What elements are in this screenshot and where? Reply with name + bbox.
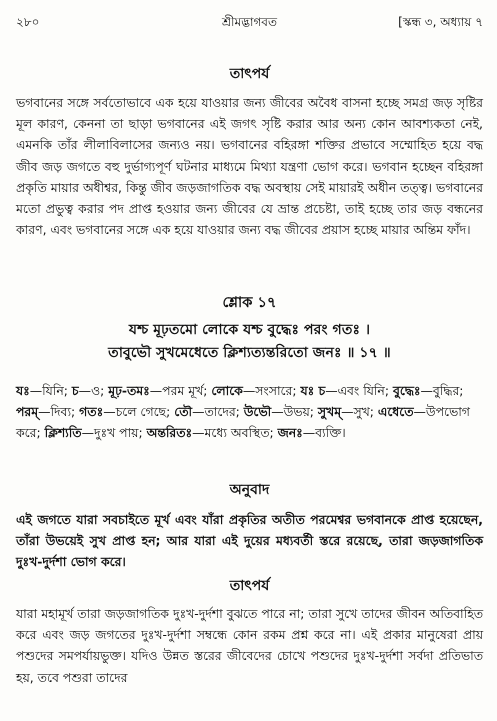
synonyms-section: [16, 380, 483, 444]
synonym-meaning: এবং যিনি;: [337, 383, 393, 398]
synonym-word: তৌ: [174, 404, 193, 420]
purport-heading: তাৎপর্য: [229, 66, 270, 82]
synonym-word: যঃ চ: [300, 383, 326, 398]
synonym-word: গতঃ: [79, 404, 104, 420]
purport-section-2: [16, 574, 483, 688]
synonym-meaning: সুখ;: [353, 404, 378, 420]
synonym-word: সুখম্: [317, 404, 342, 420]
synonym-meaning: মধ্যে অবস্থিত;: [204, 425, 278, 441]
synonym-meaning: তাদের;: [204, 404, 244, 420]
running-header: [16, 14, 483, 34]
synonym-meaning: উপভোগ করে;: [16, 404, 470, 441]
synonym-meaning: ব্যক্তি।: [315, 425, 346, 441]
synonym-meaning: দুঃখ পায়;: [93, 425, 147, 441]
book-title: শ্রীমদ্ভাগবত: [221, 15, 277, 29]
synonym-word: জনঃ: [277, 425, 303, 441]
translation-section: [16, 478, 483, 573]
synonym-meaning: বুদ্ধির;: [432, 383, 464, 398]
synonym-meaning: দিব্য;: [50, 404, 80, 420]
synonym-word: বুদ্ধেঃ: [392, 383, 421, 398]
synonym-meaning: ও;: [90, 383, 109, 398]
synonym-word: ক্লিশ্যতি: [44, 425, 82, 441]
page-number: ২৮০: [16, 15, 40, 29]
synonym-word: উভৌ: [243, 404, 272, 420]
purport-heading-2: তাৎপর্য: [229, 578, 270, 594]
verse-heading: শ্লোক ১৭: [222, 294, 277, 311]
synonym-word: চ: [71, 383, 79, 398]
section-reference: [স্কন্ধ ৩, অধ্যায় ৭: [398, 15, 483, 29]
purport-text: ভগবানের সঙ্গে সর্বতোভাবে এক হয়ে যাওয়ার জন্য জীবের অবৈধ বাসনা হচ্ছে সমগ্র জড় সৃষ্টির মূল কারণ, কেননা তা ছাড়া ভগবানের এই জগৎ সৃষ্টি করার আর অন্য কোন আবশ্যকতা নেই, এমনকি তাঁর লীলাবিলাসের জন্যও নয়। ভগবানের বহিরঙ্গা শক্তির প্রভাবে সম্মোহিত হয়ে বদ্ধ জীব জড় জগতে বহু দুর্ভাগ্যপূর্ণ ঘটনার মাধ্যমে মিথ্যা যন্ত্রণা ভোগ করে। ভগবান হচ্ছেন বহিরঙ্গা প্রকৃতি মায়ার অধীশ্বর, কিন্তু জীব জড়জাগতিক বদ্ধ অবস্থায় সেই মায়ারই অধীন তত্ত্ব। ভগবানের মতো প্রভুত্ব করার পদ প্রাপ্ত হওয়ার জন্য জীবের যে ভ্রান্ত প্রচেষ্টা, তাই হচ্ছে তার জড় বন্ধনের কারণ, এবং ভগবানের সঙ্গে এক হয়ে যাওয়ার জন্য বদ্ধ জীবের প্রয়াস হচ্ছে মায়ার অন্তিম ফাঁদ।: [16, 95, 483, 238]
translation-heading: অনুবাদ: [229, 482, 270, 498]
purport-section: [16, 62, 483, 240]
synonym-meaning: সংসারে;: [255, 383, 301, 398]
synonym-word: এধেতে: [377, 404, 414, 420]
synonym-word: অন্তরিতঃ: [146, 425, 193, 441]
synonym-meaning: উভয়;: [283, 404, 318, 420]
verse-line-2: তাবুভৌ সুখমেধেতে ক্লিশ্যত্যন্তরিতো জনঃ ॥ ১৭ ॥: [108, 345, 391, 361]
synonyms-text: যঃ—যিনি; চ—ও; মূঢ়-তমঃ—পরম মূর্খ; লোকে—সংসারে; যঃ চ—এবং যিনি; বুদ্ধেঃ—বুদ্ধির; পরম্—দিব্য; গতঃ—চলে গেছে; তৌ—তাদের; উভৌ—উভয়; সুখম্—সুখ; এধেতে—উপভোগ করে; ক্লিশ্যতি—দুঃখ পায়; অন্তরিতঃ—মধ্যে অবস্থিত; জনঃ—ব্যক্তি।: [16, 383, 470, 441]
verse-line-1: যশ্চ মূঢ়তমো লোকে যশ্চ বুদ্ধেঃ পরং গতঃ ।: [128, 322, 371, 338]
synonym-word: যঃ: [16, 383, 30, 398]
synonym-meaning: পরম মূর্খ;: [162, 383, 212, 398]
synonym-word: লোকে: [211, 383, 243, 398]
synonym-word: পরম্: [16, 404, 39, 420]
synonym-meaning: চলে গেছে;: [115, 404, 175, 420]
synonym-word: মূঢ়-তমঃ: [108, 383, 150, 398]
translation-text: এই জগতে যারা সবচাইতে মূর্খ এবং যাঁরা প্রকৃতির অতীত পরমেশ্বর ভগবানকে প্রাপ্ত হয়েছেন, তাঁরা উভয়েই সুখ প্রাপ্ত হন; আর যারা এই দুয়ের মধ্যবর্তী স্তরে রয়েছে, তারা জড়জাগতিক দুঃখ-দুর্দশা ভোগ করে।: [16, 512, 483, 570]
verse-section: [16, 292, 483, 365]
synonym-meaning: যিনি;: [42, 383, 72, 398]
purport-text-2: যারা মহামূর্খ তারা জড়জাগতিক দুঃখ-দুর্দশা বুঝতে পারে না; তারা সুখে তাদের জীবন অতিবাহিত করে এবং জড় জগতের দুঃখ-দুর্দশা সম্বন্ধে কোন রকম প্রশ্ন করে না। এই প্রকার মানুষেরা প্রায় পশুদের সমপর্যায়ভুক্ত। যদিও উন্নত স্তরের জীবেদের চোখে পশুদের দুঃখ-দুর্দশা সর্বদা প্রতিভাত হয়, তবে পশুরা তাদের: [16, 606, 483, 685]
